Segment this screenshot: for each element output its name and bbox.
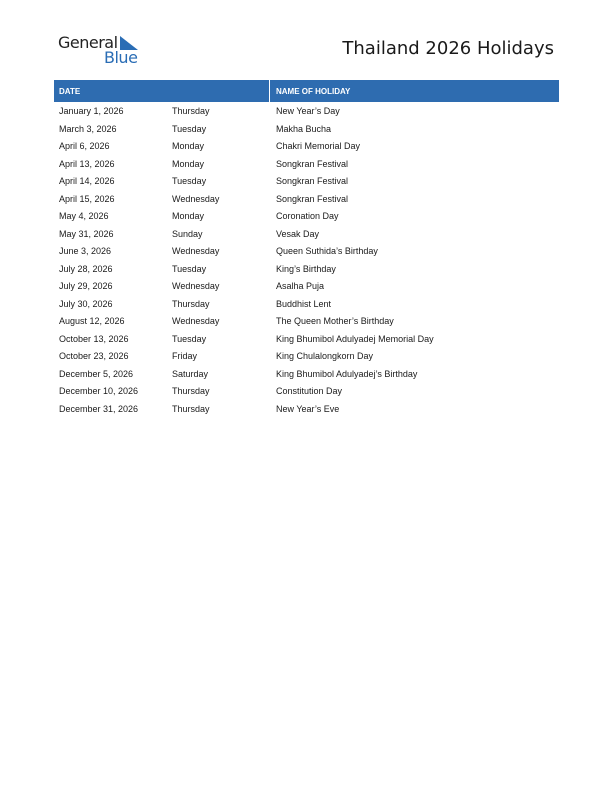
cell-holiday-name: Songkran Festival [276, 158, 349, 169]
cell-date: January 1, 2026 [59, 106, 124, 116]
cell-holiday-name: Constitution Day [276, 386, 343, 396]
cell-date: December 5, 2026 [59, 368, 134, 379]
logo-text-general: General [58, 33, 118, 52]
logo [58, 34, 148, 68]
table-row [54, 242, 559, 260]
cell-weekday: Wednesday [172, 281, 220, 291]
cell-weekday: Wednesday [172, 246, 220, 256]
cell-weekday: Monday [172, 211, 205, 221]
cell-holiday-name: Buddhist Lent [276, 298, 332, 309]
header-divider [269, 80, 270, 102]
cell-holiday-name: The Queen Mother’s Birthday [276, 316, 394, 326]
cell-date: April 15, 2026 [59, 193, 115, 204]
table-row [54, 260, 559, 278]
table-row [54, 365, 559, 383]
logo-text-blue: Blue [104, 48, 138, 67]
cell-date: December 10, 2026 [59, 386, 139, 396]
cell-date: December 31, 2026 [59, 403, 139, 414]
cell-date: June 3, 2026 [59, 246, 112, 256]
table-row [54, 190, 559, 208]
cell-holiday-name: King Chulalongkorn Day [276, 351, 374, 361]
table-row [54, 295, 559, 313]
table-row [54, 347, 559, 365]
cell-holiday-name: Songkran Festival [276, 176, 349, 186]
cell-holiday-name: King Bhumibol Adulyadej Memorial Day [276, 333, 434, 344]
cell-date: October 23, 2026 [59, 351, 129, 361]
cell-weekday: Wednesday [172, 316, 220, 326]
cell-weekday: Friday [172, 351, 198, 361]
holiday-table [54, 80, 559, 417]
page-title: Thailand 2026 Holidays [342, 38, 554, 59]
table-row [54, 207, 559, 225]
cell-weekday: Thursday [172, 386, 210, 396]
table-row [54, 312, 559, 330]
cell-date: July 29, 2026 [59, 281, 113, 291]
table-header [54, 80, 559, 102]
cell-weekday: Monday [172, 141, 205, 151]
table-body [54, 102, 559, 417]
cell-date: August 12, 2026 [59, 316, 125, 326]
cell-weekday: Saturday [172, 368, 209, 379]
cell-holiday-name: King’s Birthday [276, 263, 336, 274]
cell-weekday: Thursday [172, 403, 210, 414]
cell-weekday: Tuesday [172, 123, 207, 134]
cell-holiday-name: New Year’s Day [276, 106, 340, 116]
cell-holiday-name: Asalha Puja [276, 281, 325, 291]
cell-date: March 3, 2026 [59, 123, 117, 134]
cell-holiday-name: Vesak Day [276, 228, 320, 239]
table-row [54, 277, 559, 295]
cell-date: April 13, 2026 [59, 158, 115, 169]
table-row [54, 120, 559, 138]
table-row [54, 225, 559, 243]
column-header-date: DATE [59, 87, 81, 96]
table-row [54, 382, 559, 400]
cell-holiday-name: Chakri Memorial Day [276, 141, 361, 151]
cell-date: April 14, 2026 [59, 176, 115, 186]
cell-weekday: Monday [172, 158, 205, 169]
cell-date: April 6, 2026 [59, 141, 110, 151]
cell-weekday: Tuesday [172, 176, 207, 186]
cell-weekday: Tuesday [172, 333, 207, 344]
column-header-holiday: NAME OF HOLIDAY [276, 87, 351, 96]
table-row [54, 155, 559, 173]
cell-weekday: Tuesday [172, 263, 207, 274]
cell-holiday-name: King Bhumibol Adulyadej’s Birthday [276, 368, 418, 379]
cell-holiday-name: Songkran Festival [276, 193, 349, 204]
table-row [54, 330, 559, 348]
cell-date: October 13, 2026 [59, 333, 129, 344]
table-row [54, 172, 559, 190]
cell-weekday: Thursday [172, 106, 210, 116]
cell-holiday-name: Makha Bucha [276, 123, 332, 134]
cell-date: May 4, 2026 [59, 211, 109, 221]
cell-weekday: Thursday [172, 298, 210, 309]
cell-date: May 31, 2026 [59, 228, 114, 239]
cell-holiday-name: New Year’s Eve [276, 403, 340, 414]
cell-holiday-name: Coronation Day [276, 211, 339, 221]
table-row [54, 400, 559, 418]
cell-weekday: Wednesday [172, 193, 220, 204]
cell-weekday: Sunday [172, 228, 203, 239]
table-row [54, 137, 559, 155]
cell-holiday-name: Queen Suthida’s Birthday [276, 246, 378, 256]
cell-date: July 28, 2026 [59, 263, 113, 274]
table-row [54, 102, 559, 120]
cell-date: July 30, 2026 [59, 298, 113, 309]
